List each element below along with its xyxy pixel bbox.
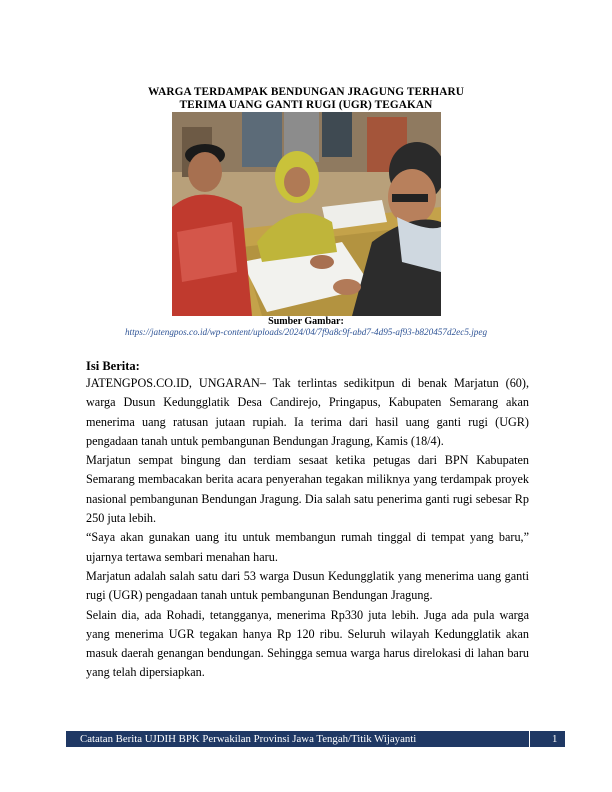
- paragraph: JATENGPOS.CO.ID, UNGARAN– Tak terlintas sedikitpun di benak Marjatun (60), warga Dusun Kedungglatik Desa Candirejo, Pringapus, Kabupaten Semarang akan menerima uang ratusan jutaan rupiah. Ia terima dari hasil uang ganti rugi (UGR) pengadaan tanah untuk pembangunan Bendungan Jragung, Kamis (18/4).: [86, 376, 529, 448]
- image-source-url[interactable]: https://jatengpos.co.id/wp-content/uploads/2024/04/7f9a8c9f-abd7-4d95-af93-b820457d2ec5.jpeg: [124, 327, 488, 337]
- document-title: [0, 86, 612, 112]
- paragraph: Marjatun sempat bingung dan terdiam sesaat ketika petugas dari BPN Kabupaten Semarang membacakan berita acara penyerahan tegakan miliknya yang terdampak proyek nasional pembangunan Bendungan Jragung. Dia salah satu penerima ganti rugi sebesar Rp 250 juta lebih.: [86, 453, 529, 526]
- image-caption-label: Sumber Gambar:: [268, 316, 344, 327]
- paragraph: Marjatun adalah salah satu dari 53 warga Dusun Kedungglatik yang menerima uang ganti rugi (UGR) pengadaan tanah untuk pembangunan Bendungan Jragung.: [86, 568, 529, 603]
- news-photo-icon: [172, 112, 441, 316]
- title-line-1: WARGA TERDAMPAK BENDUNGAN JRAGUNG TERHARU: [147, 86, 465, 98]
- page-footer: [66, 731, 565, 747]
- page-number: 1: [552, 733, 558, 745]
- section-heading: Isi Berita:: [86, 359, 140, 373]
- article-body: [86, 374, 529, 683]
- title-line-2: TERIMA UANG GANTI RUGI (UGR) TEGAKAN: [179, 99, 433, 111]
- footer-text: Catatan Berita UJDIH BPK Perwakilan Provinsi Jawa Tengah/Titik Wijayanti: [80, 733, 417, 745]
- paragraph: Selain dia, ada Rohadi, tetangganya, menerima Rp330 juta lebih. Juga ada pula warga yang menerima UGR tegakan hanya Rp 120 ribu. Seluruh wilayah Kedungglatik akan masuk daerah genangan bendungan. Sehingga semua warga harus direlokasi di lahan baru yang telah dipersiapkan.: [86, 607, 529, 680]
- news-photo: [172, 112, 441, 316]
- footer-divider: [529, 731, 530, 747]
- paragraph: “Saya akan gunakan uang itu untuk membangun rumah tinggal di tempat yang baru,” ujarnya tertawa sembari menahan haru.: [86, 530, 529, 564]
